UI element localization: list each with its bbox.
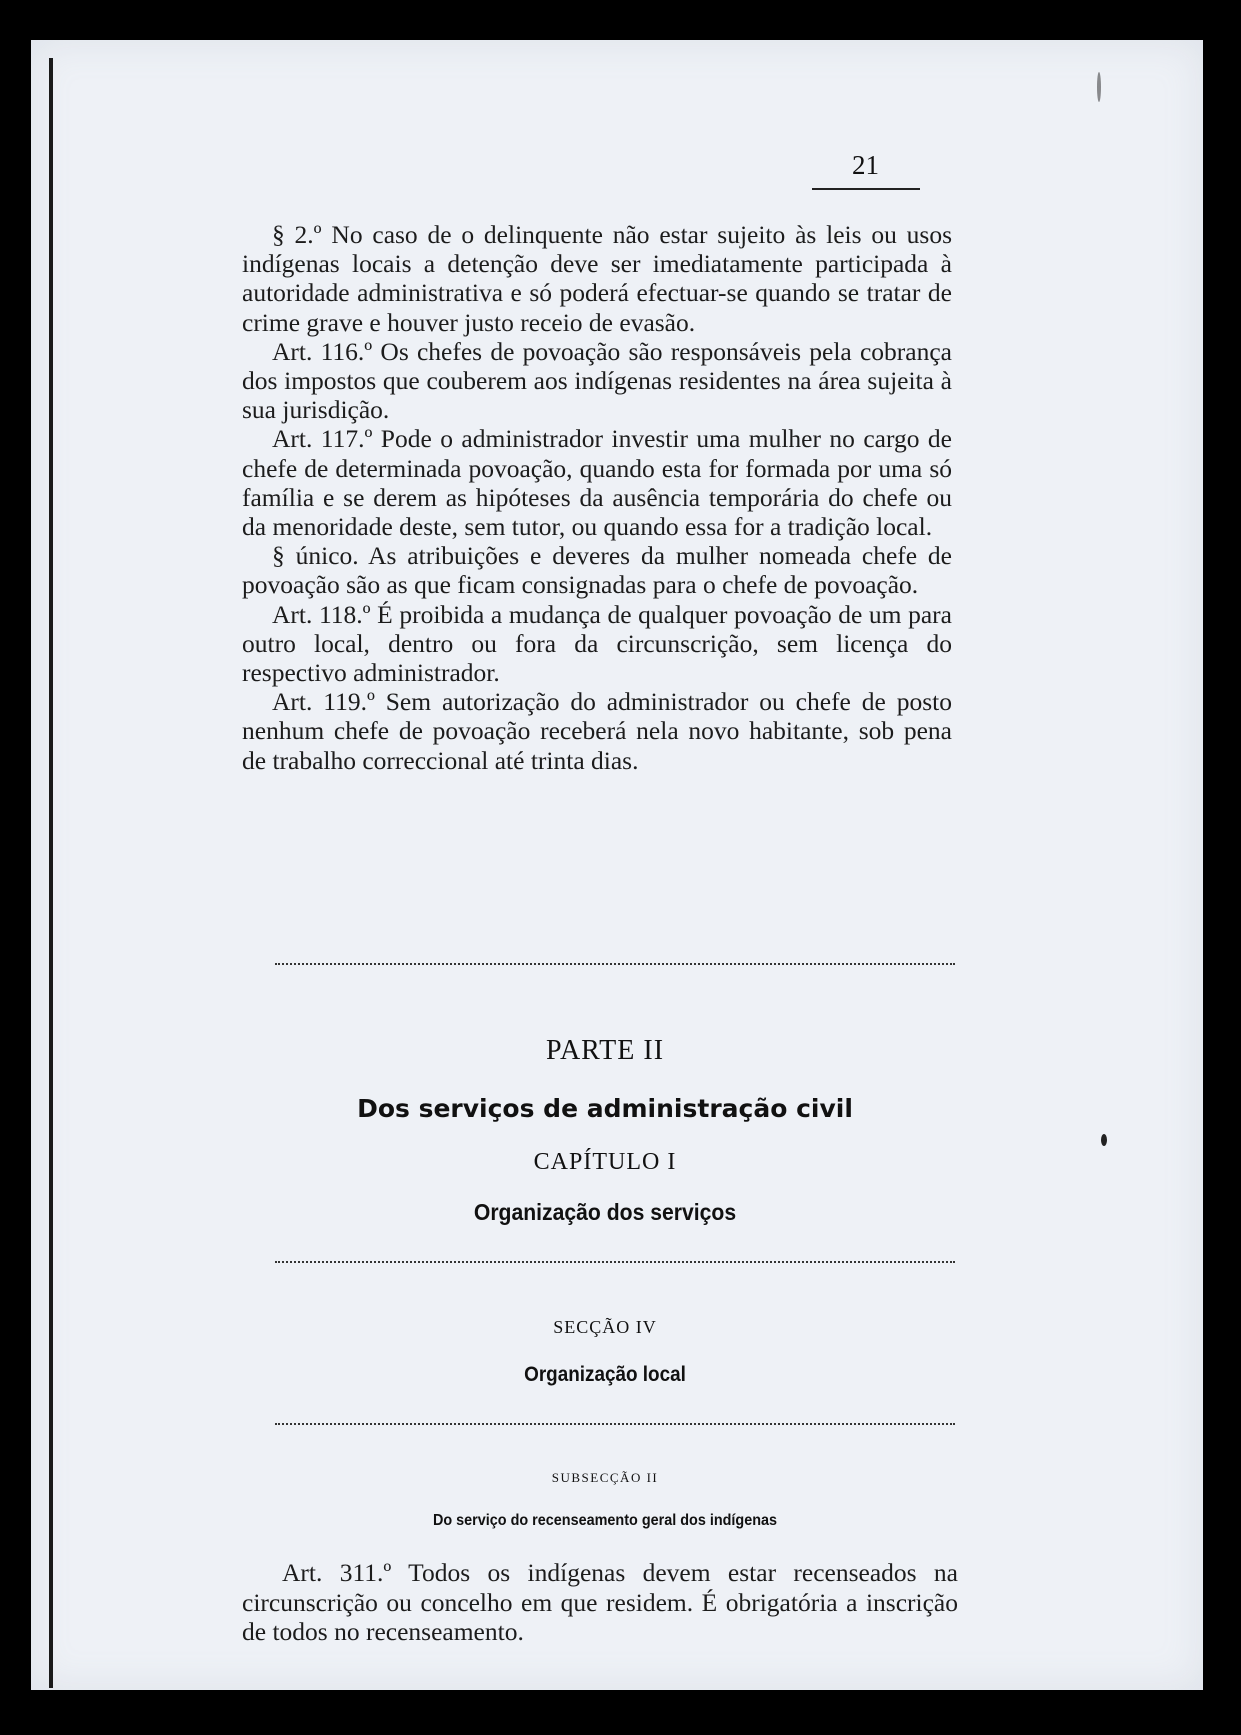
capitulo-title: Organização dos serviços xyxy=(473,1199,737,1225)
article-311: Art. 311.º Todos os indígenas devem estar recenseados na circunscrição ou concelho em que residem. É obrigatória a inscrição de todos no recenseamento. xyxy=(242,1558,958,1646)
capitulo-heading: CAPÍTULO I xyxy=(533,1149,677,1175)
ink-speck xyxy=(1097,72,1101,102)
parte-heading: PARTE II xyxy=(545,1035,665,1066)
page-edge-line xyxy=(49,58,53,1688)
dotted-separator xyxy=(275,1420,955,1425)
dotted-separator xyxy=(275,960,955,965)
article-117: Art. 117.º Pode o administrador investir uma mulher no cargo de chefe de determinada povoação, quando esta for formada por uma só família e se derem as hipóteses da ausência temporária do chefe ou da menoridade deste, sem tutor, ou quando essa for a tradição local. xyxy=(242,424,952,542)
body-text xyxy=(242,220,952,775)
article-116: Art. 116.º Os chefes de povoação são responsáveis pela cobrança dos impostos que couberem aos indígenas residentes na área sujeita à sua jurisdição. xyxy=(242,336,952,425)
ink-speck xyxy=(1101,1134,1107,1146)
subseccao-title: Do serviço do recenseamento geral dos indígenas xyxy=(432,1512,778,1529)
dotted-separator xyxy=(275,1258,955,1263)
article-118: Art. 118.º É proibida a mudança de qualquer povoação de um para outro local, dentro ou fora da circunscrição, sem licença do respectivo administrador. xyxy=(242,599,952,688)
page-number: 21 xyxy=(852,150,879,180)
subseccao-heading: SUBSECÇÃO II xyxy=(551,1470,659,1485)
seccao-heading: SECÇÃO IV xyxy=(553,1317,657,1337)
article-119: Art. 119.º Sem autorização do administrador ou chefe de posto nenhum chefe de povoação receberá nela novo habitante, sob pena de trabalho correccional até trinta dias. xyxy=(242,687,952,775)
parte-title: Dos serviços de administração civil xyxy=(357,1094,853,1123)
seccao-title: Organização local xyxy=(524,1363,686,1386)
paragraph-2: § 2.º No caso de o delinquente não estar sujeito às leis ou usos indígenas locais a detenção deve ser imediatamente participada à autoridade administrativa e só poderá efectuar-se quando se tratar de crime grave e houver justo receio de evasão. xyxy=(242,220,952,337)
page-number-rule xyxy=(812,188,920,190)
paragraph-unico: § único. As atribuições e deveres da mulher nomeada chefe de povoação são as que ficam consignadas para o chefe de povoação. xyxy=(242,541,952,600)
